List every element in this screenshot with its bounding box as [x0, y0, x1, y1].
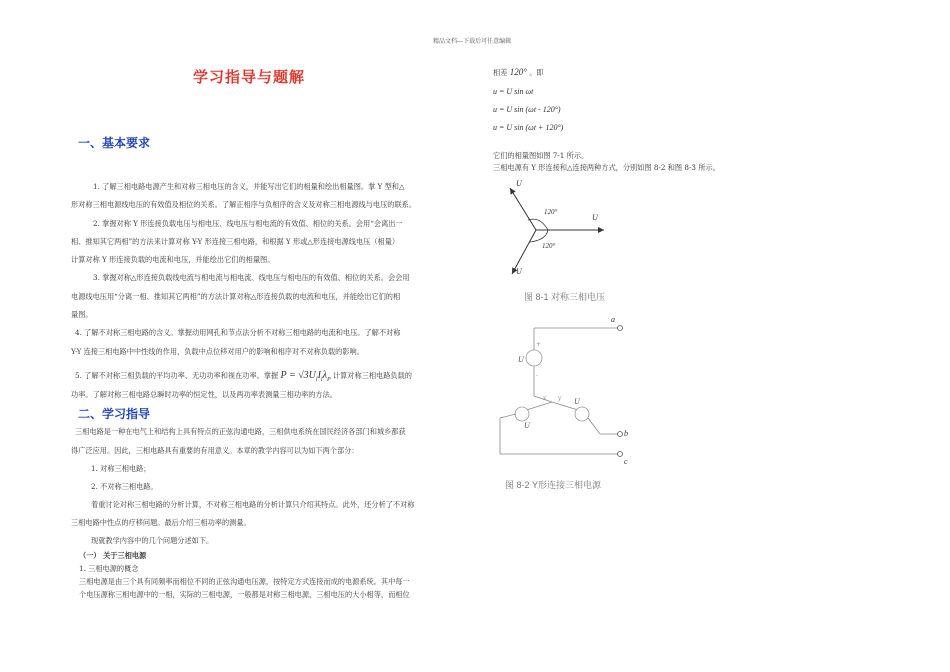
subsection-heading: 1. 三相电源的概念	[79, 564, 139, 573]
paragraph-text: 5. 了解不对称三相负载的平均功率、无功功率和视在功率。掌握	[75, 371, 279, 380]
paragraph-line: 相、推知其它两相”的方法来计算对称 Y-Y 形连接三相电路，和根据 Y 形或△形连接电源线电压（相量）	[71, 237, 400, 246]
paragraph-line	[75, 370, 412, 383]
phasor-label-c: U	[516, 179, 522, 188]
paragraph-text: 。即	[529, 68, 544, 77]
source-label-a: U	[518, 355, 524, 364]
paragraph-line: 得广泛应用。因此，三相电路具有重要的有用意义。本章的教学内容可以为如下两个部分：	[71, 446, 359, 455]
paragraph-line: 三相电源是由三个具有同频率而相位不同的正弦沟通电压源，按特定方式连接而成的电源系统。其中每一	[79, 577, 410, 586]
paragraph-line: 现就教学内容中的几个问题分述如下。	[91, 536, 214, 545]
phase-difference: 120°	[509, 67, 527, 77]
list-item: 2. 不对称三相电路。	[91, 482, 158, 491]
source-b	[575, 407, 589, 421]
source-label-b: U	[574, 397, 580, 406]
terminal-label-b: b	[624, 429, 628, 438]
phasor-uc	[510, 188, 536, 230]
source-c	[515, 407, 529, 421]
paragraph-line: 着重讨论对称三相电路的分析计算，不对称三相电路的分析计算只介绍其特点。此外，还分析了不对称	[91, 500, 415, 509]
page-title: 学习指导与题解	[193, 68, 306, 86]
subsection-heading: （一） 关于三相电源	[79, 551, 147, 560]
paragraph-line: 功率。了解对称三相电路总瞬时功率的恒定性，以及两功率表测量三相功率的方法。	[71, 390, 337, 399]
paragraph-text: 相差	[493, 68, 508, 77]
paragraph-line	[493, 67, 543, 78]
svg-text:x: x	[543, 395, 547, 402]
paragraph-line: 三相电源有 Y 形连接和△连接两种方式，分别如图 8-2 和图 8-3 所示。	[493, 163, 720, 172]
paragraph-line: 三相电路中性点的疗移问题。最后介绍三相功率的测量。	[71, 518, 251, 527]
list-item: 1. 对称三相电路；	[91, 464, 151, 473]
terminal-label-c: c	[624, 457, 628, 466]
paragraph-line: Y-Y 连接三相电路中中性线的作用，负载中点位移对用户的影响和相序对不对称负载的影响。	[71, 347, 364, 356]
equation-uc	[493, 123, 563, 132]
source-label-c: U	[524, 421, 530, 430]
equation-text: u = U sin (ωt - 120°)	[493, 105, 561, 114]
paragraph-line: 它们的相量图如图 7-1 所示。	[493, 151, 589, 160]
section-heading-study-guidance: 二、学习指导	[78, 407, 151, 421]
terminal-a	[618, 326, 623, 331]
y-connection-circuit	[500, 314, 650, 464]
paragraph-line: 2. 掌握对称 Y 形连接负载电压与相电压、线电压与相电流的有效值、相位的关系。会用“会离出一	[93, 219, 403, 228]
paragraph-line: 形对称三相电源线电压的有效值及相位的关系。了解正相序与负相序的含义及对称三相电源线与电压的联系。	[71, 200, 417, 209]
paragraph-line: 量图。	[71, 310, 93, 319]
section-heading-basic-requirements: 一、基本要求	[78, 136, 151, 150]
phasor-label-a: U	[592, 213, 598, 222]
figure-caption: 图 8-2 Y形连接三相电源	[505, 480, 602, 490]
equation-ua	[493, 87, 533, 96]
angle-label: 120°	[542, 242, 556, 250]
svg-text:y: y	[558, 395, 562, 402]
terminal-label-a: a	[611, 315, 615, 324]
paragraph-text: 计算对称三相电路负载的	[332, 371, 412, 380]
paragraph-line: 个电压源称三相电源中的一相，实际的三相电源，一般都是对称三相电源，三相电压的大小相等，而相位	[79, 590, 410, 599]
equation-text: u = U sin ωt	[493, 87, 534, 96]
power-formula: $P = √3U_lI_l\lambda_P$	[280, 370, 331, 383]
terminal-c	[618, 452, 623, 457]
equation-text: u = U sin (ωt + 120°)	[493, 123, 564, 132]
angle-label: 120°	[544, 208, 558, 216]
paragraph-line: 1. 了解三相电路电源产生和对称三相电压的含义，并能写出它们的相量和绘出相量图。掌 Y 型和△	[93, 182, 405, 191]
paragraph-line: 3. 掌握对称△形连接负载线电流与相电流与相电流、线电压与相电压的有效值、相位的关系。会会用	[93, 273, 410, 282]
phasor-diagram	[500, 176, 620, 286]
terminal-b	[618, 432, 623, 437]
source-a	[526, 350, 542, 366]
paragraph-line: 三相电路是一种在电气上和结构上具有特点的正弦沟通电路，三相供电系统在国民经济各部门和城乡都获	[75, 427, 406, 436]
figure-caption: 图 8-1 对称三相电压	[524, 292, 606, 302]
phasor-label-b: U	[516, 267, 522, 276]
paragraph-line: 电源线电压用“分离一相、推知其它两相”的方法计算对称△形连接负载的电流和电压，并能绘出它们的相	[71, 292, 401, 301]
paragraph-line: 4. 了解不对称三相电路的含义。掌握动用网孔和节点法分析不对称三相电路的电流和电压。了解不对称	[75, 328, 401, 337]
svg-text:+: +	[536, 341, 542, 348]
equation-ub	[493, 105, 561, 114]
svg-text:-: -	[536, 372, 539, 379]
paragraph-line: 计算对称 Y 形连接负载的电流和电压，并能绘出它们的相量图。	[71, 255, 275, 264]
page-header: 精品文档---下载后可任意编辑	[433, 38, 512, 45]
